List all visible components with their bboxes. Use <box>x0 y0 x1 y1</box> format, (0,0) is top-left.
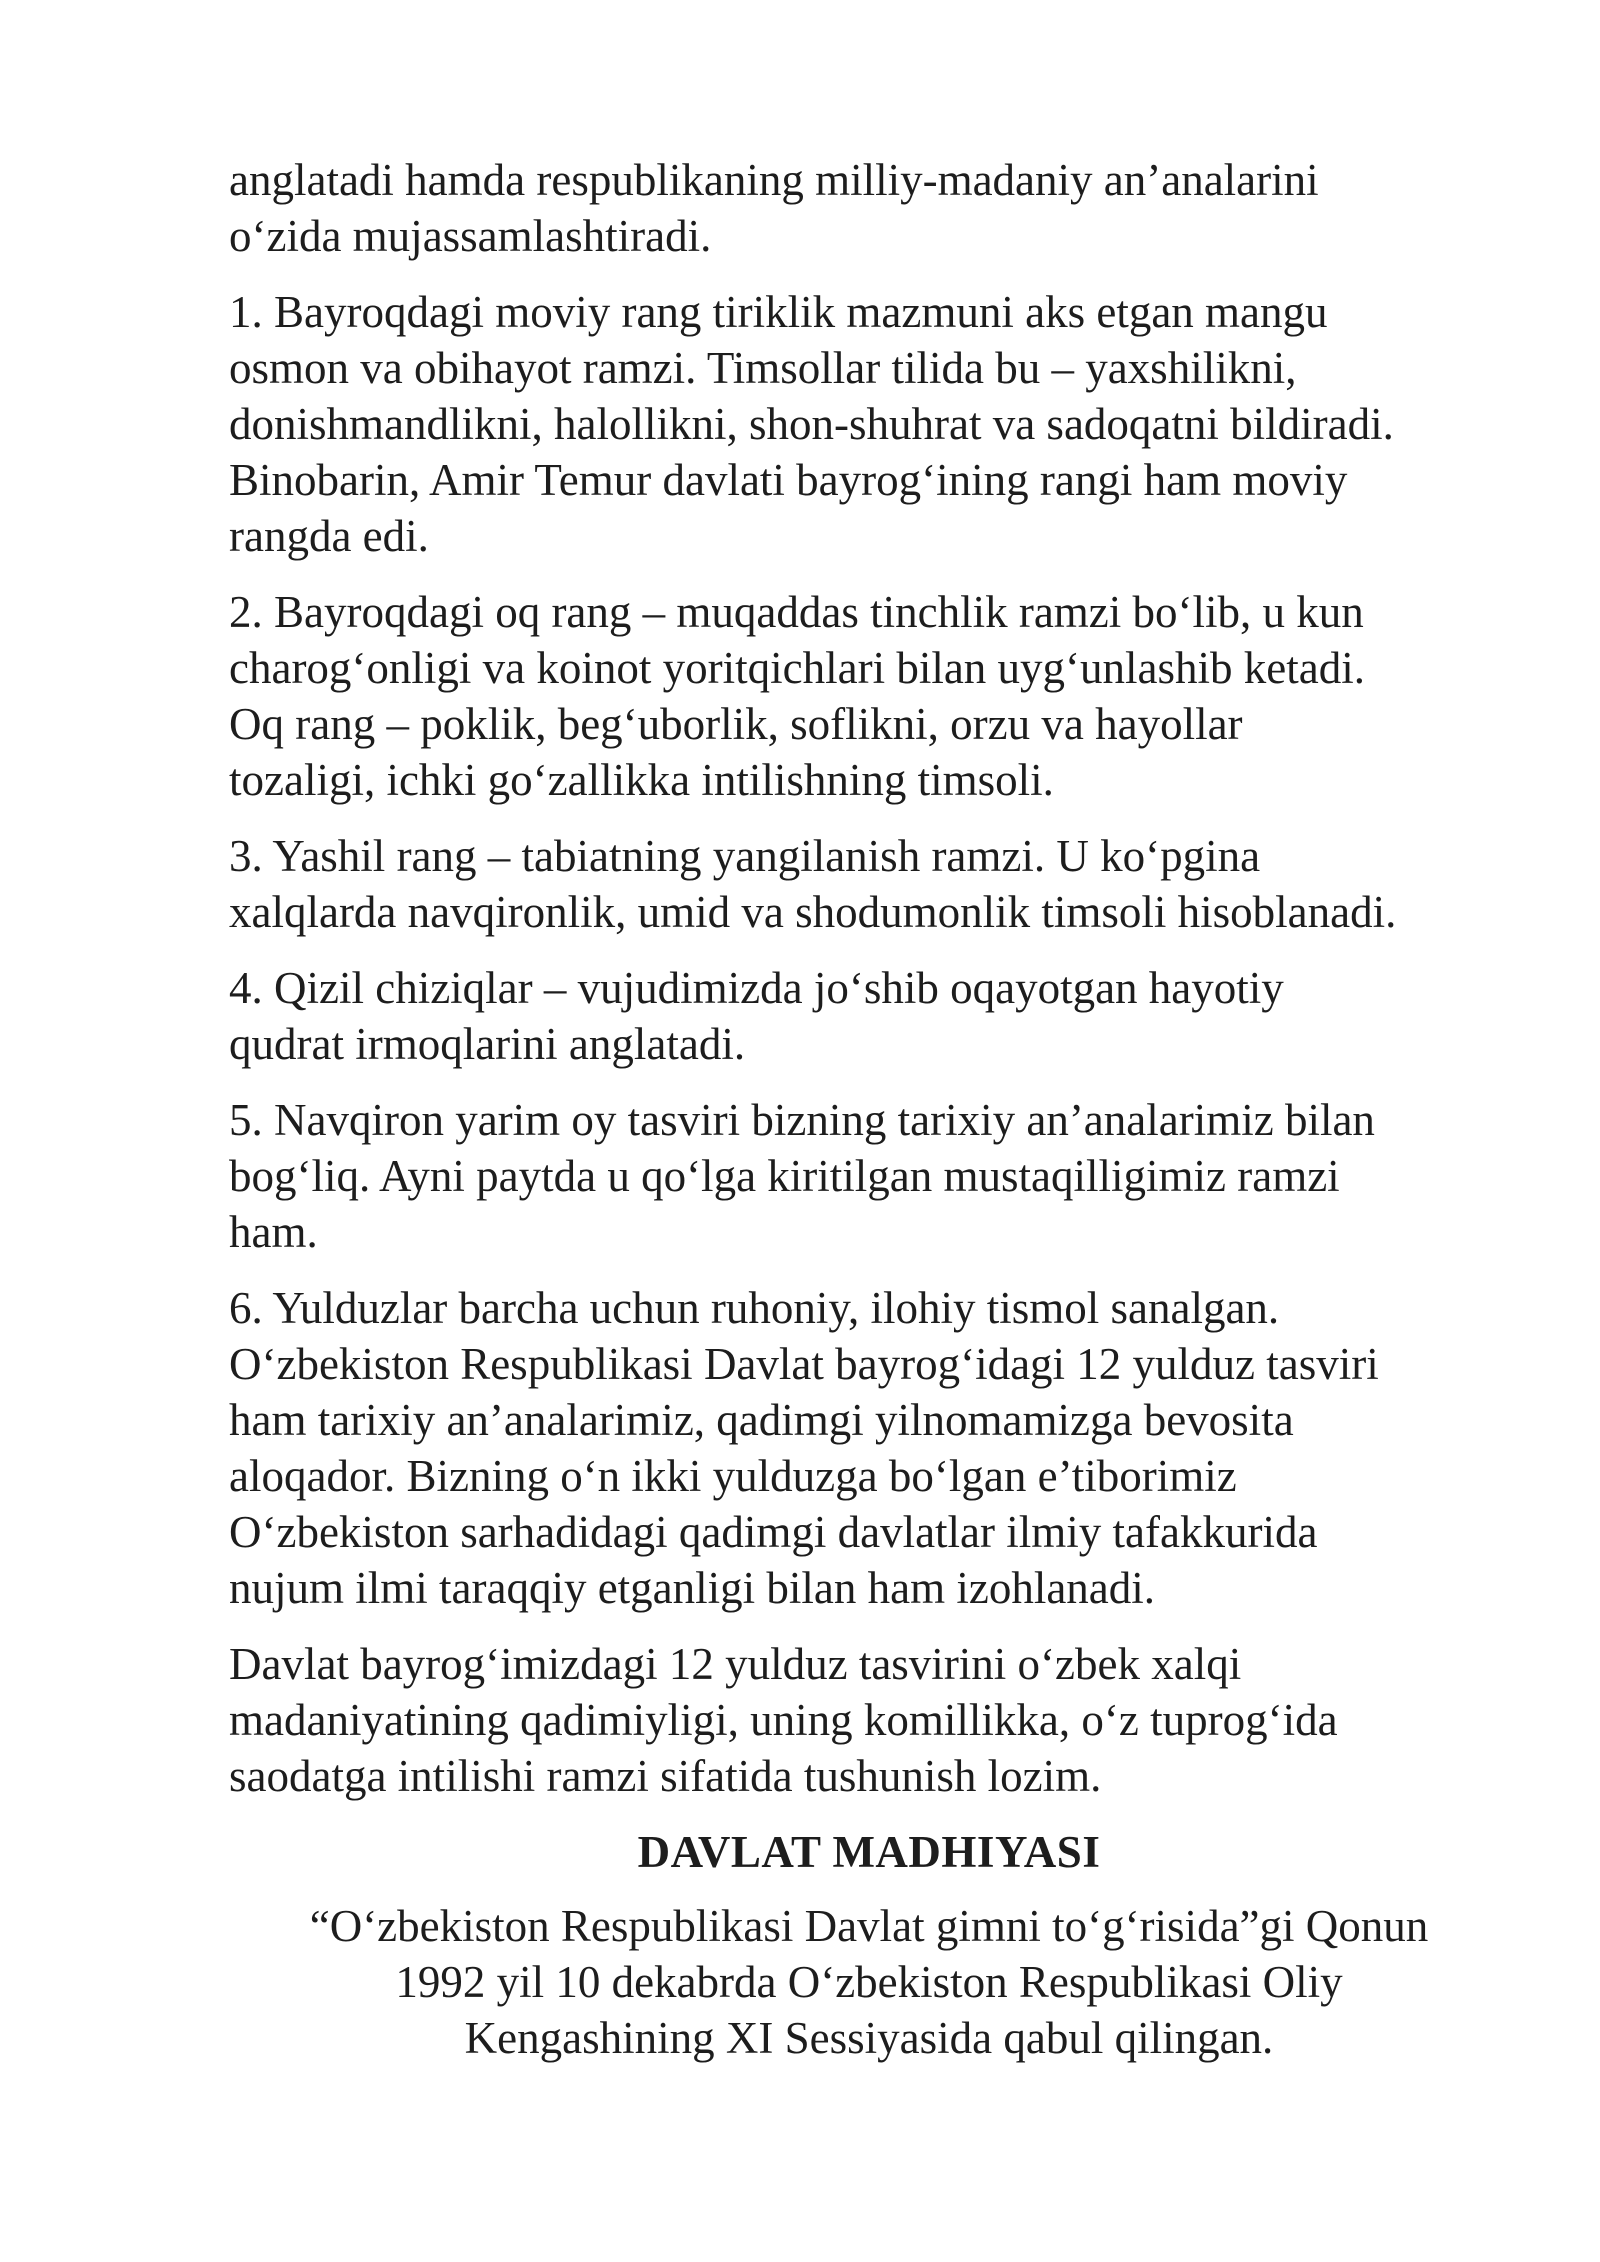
paragraph-white-color: 2. Bayroqdagi oq rang – muqaddas tinchlik ramzi bo‘lib, u kun charog‘onligi va koinot yoritqichlari bilan uyg‘unlashib ketadi. Oq rang – poklik, beg‘uborlik, soflikni, orzu va hayollar tozaligi, ichki go‘zallikka intilishning timsoli. <box>229 587 1365 805</box>
paragraph-stars: 6. Yulduzlar barcha uchun ruhoniy, ilohiy tismol sanalgan. O‘zbekiston Respublikasi Davlat bayrog‘idagi 12 yulduz tasviri ham tarixiy an’analarimiz, qadimgi yilnomamizga bevosita aloqador. Bizning o‘n ikki yulduzga bo‘lgan e’tiborimiz O‘zbekiston sarhadidagi qadimgi davlatlar ilmiy tafakkurida nujum ilmi taraqqiy etganligi bilan ham izohlanadi. <box>229 1283 1379 1613</box>
section-heading-anthem: DAVLAT MADHIYASI <box>637 1827 1101 1877</box>
paragraph-stars-conclusion: Davlat bayrog‘imizdagi 12 yulduz tasvirini o‘zbek xalqi madaniyatining qadimiyligi, uning komillikka, o‘z tuprog‘ida saodatga intilishi ramzi sifatida tushunish lozim. <box>229 1639 1338 1801</box>
paragraph-green-color: 3. Yashil rang – tabiatning yangilanish ramzi. U ko‘pgina xalqlarda navqironlik, umid va shodumonlik timsoli hisoblanadi. <box>229 831 1397 937</box>
document-page <box>229 152 1509 2066</box>
paragraph-crescent-moon: 5. Navqiron yarim oy tasviri bizning tarixiy an’analarimiz bilan bog‘liq. Ayni paytda u qo‘lga kiritilgan mustaqilligimiz ramzi ham. <box>229 1095 1375 1257</box>
anthem-law-note: “O‘zbekiston Respublikasi Davlat gimni to‘g‘risida”gi Qonun 1992 yil 10 dekabrda O‘zbekiston Respublikasi Oliy Kengashining XI Sessiyasida qabul qilingan. <box>309 1901 1429 2063</box>
paragraph-red-lines: 4. Qizil chiziqlar – vujudimizda jo‘shib oqayotgan hayotiy qudrat irmoqlarini anglatadi. <box>229 963 1284 1069</box>
paragraph-blue-color: 1. Bayroqdagi moviy rang tiriklik mazmuni aks etgan mangu osmon va obihayot ramzi. Timsollar tilida bu – yaxshilikni, donishmandlikni, halollikni, shon-shuhrat va sadoqatni bildiradi. Binobarin, Amir Temur davlati bayrog‘ining rangi ham moviy rangda edi. <box>229 287 1394 561</box>
paragraph-intro-continuation: anglatadi hamda respublikaning milliy-madaniy an’analarini o‘zida mujassamlashtiradi. <box>229 155 1319 261</box>
